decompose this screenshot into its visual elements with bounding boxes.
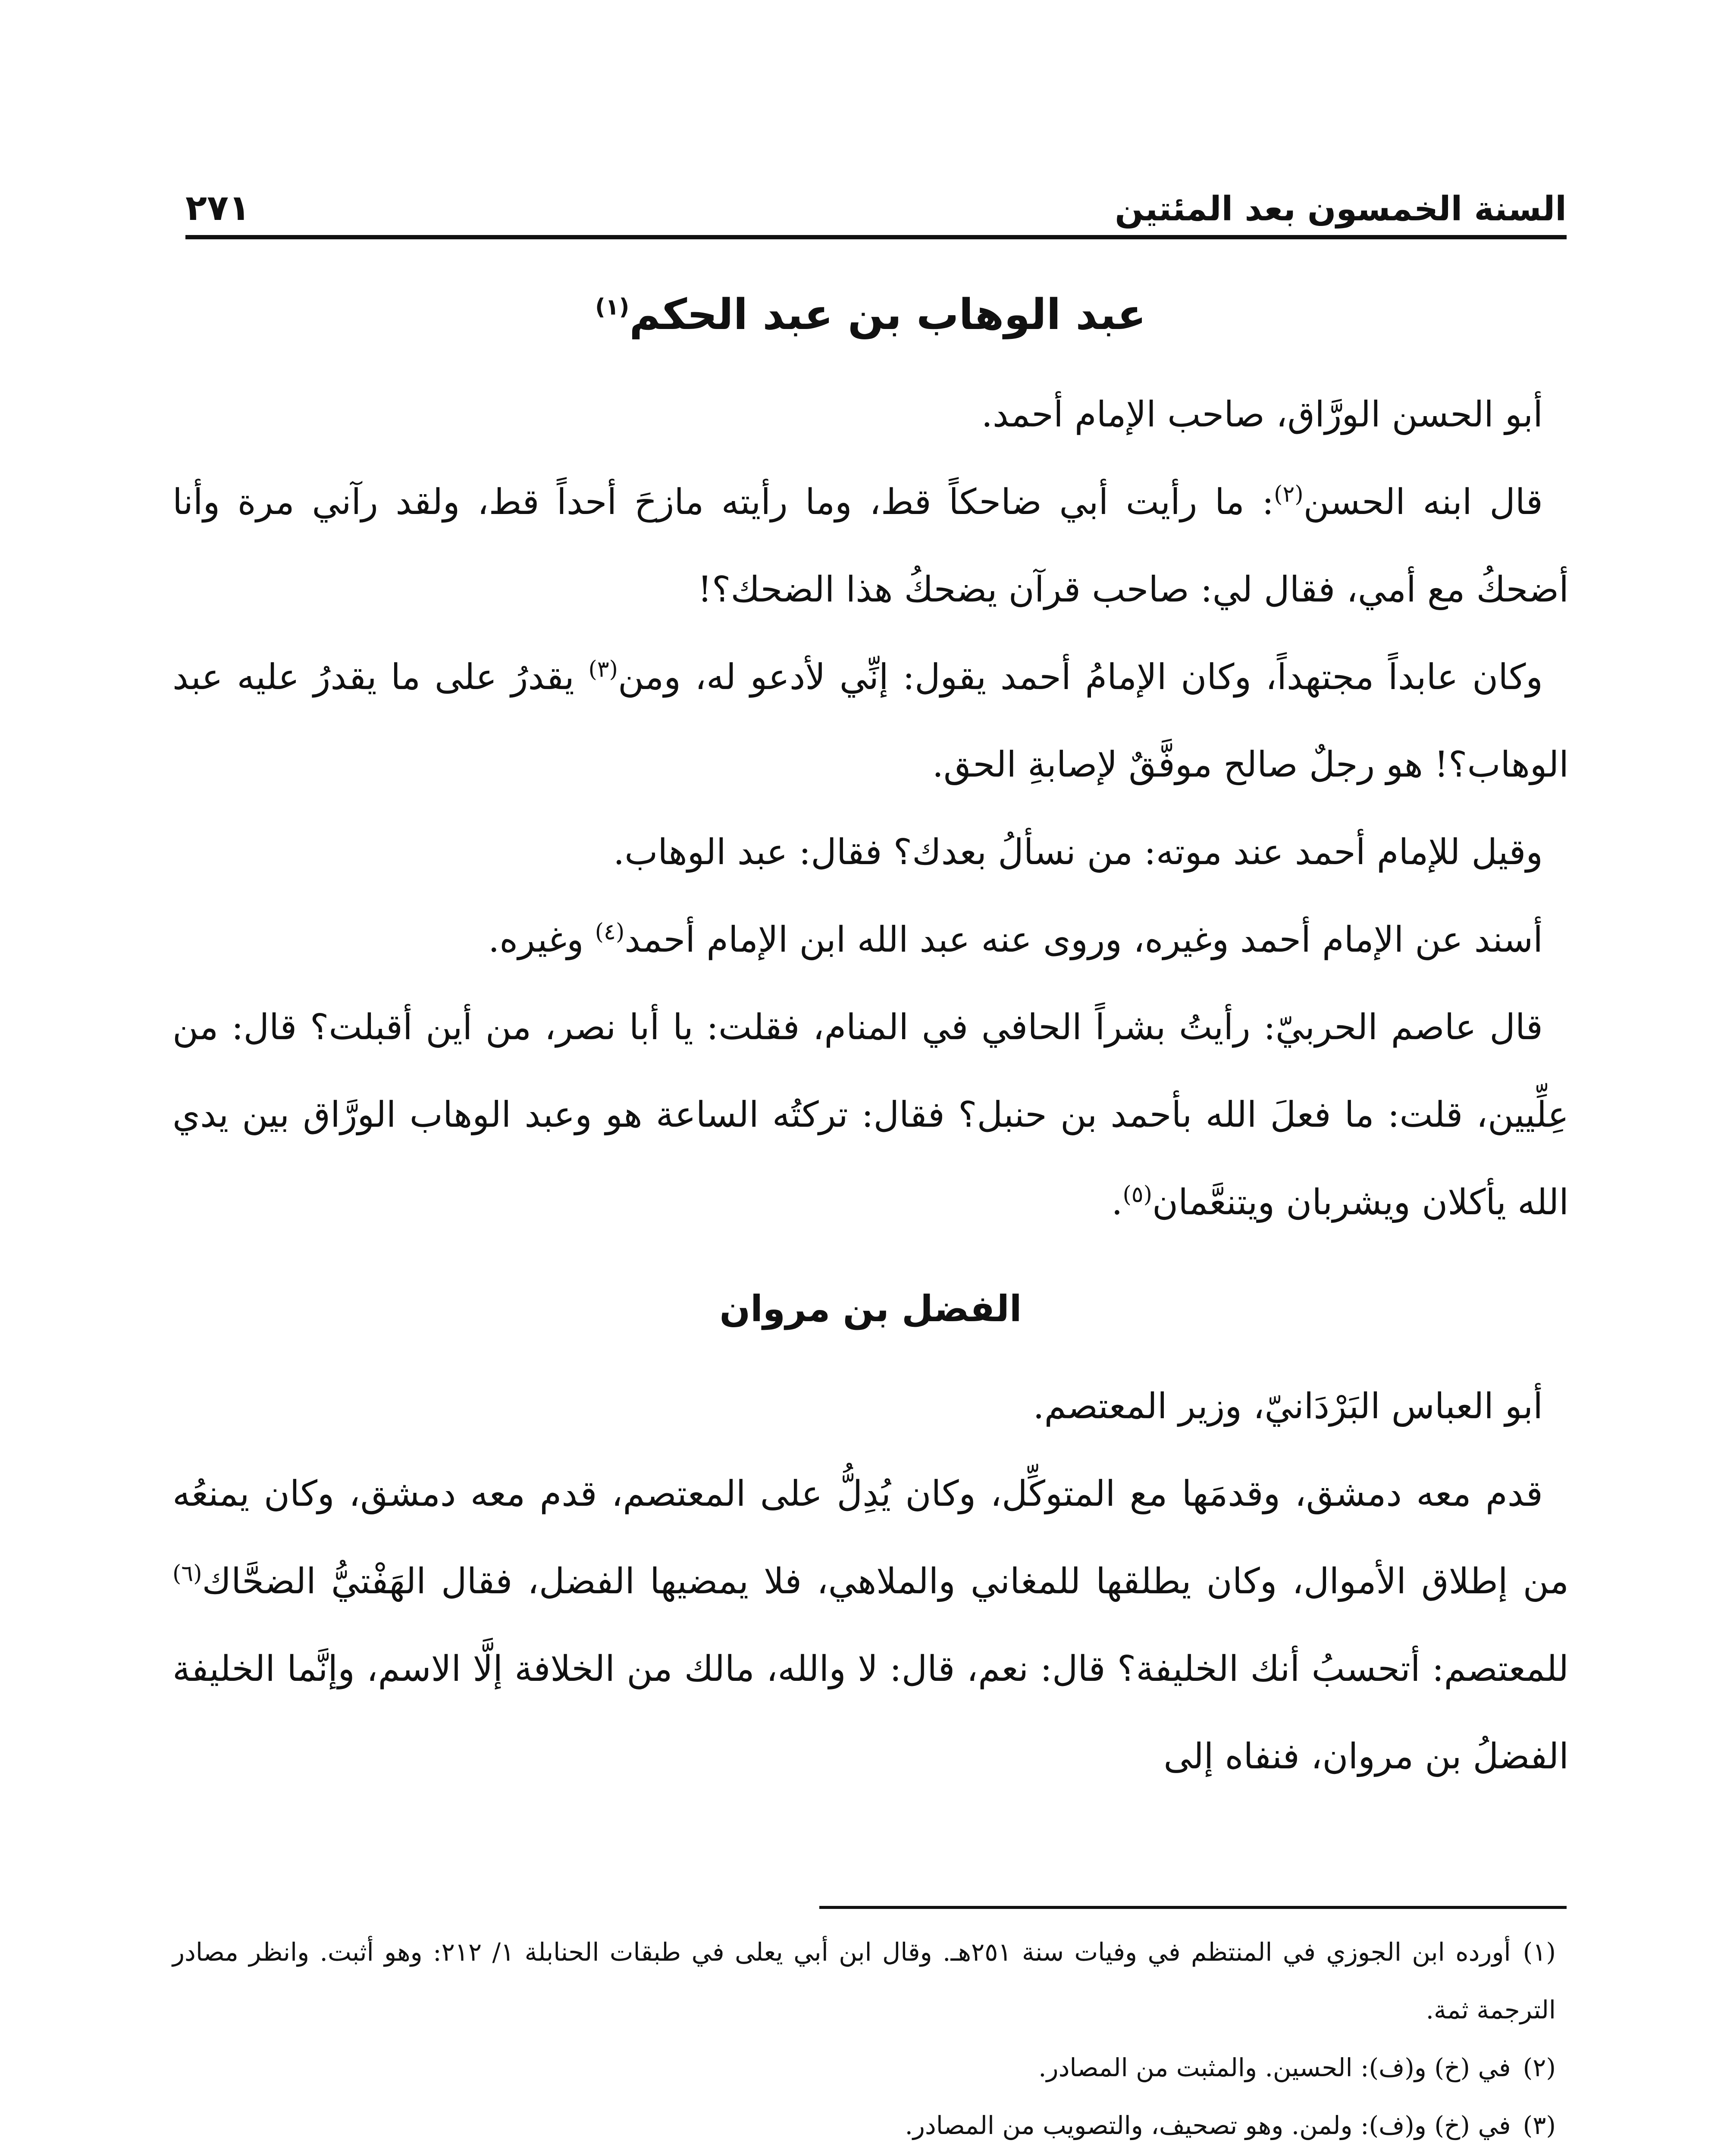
paragraph <box>172 1450 1569 1800</box>
paragraph-text: يقدرُ على ما يقدرُ عليه عبد الوهاب؟! هو رجلٌ صالح موفَّقٌ لإصابةِ الحق. <box>172 657 1569 785</box>
running-head <box>185 164 1567 229</box>
footnote-text: في (خ) و(ف): ولمن. وهو تصحيف، والتصويب من المصادر. <box>905 2111 1511 2140</box>
footnote-ref: (٣) <box>588 656 618 683</box>
footnote <box>172 2096 1569 2154</box>
footnote-ref: (١) <box>595 294 630 320</box>
footnote-text: في (خ) و(ف): الحسين. والمثبت من المصادر. <box>1038 2053 1511 2082</box>
footnote-ref: (٢) <box>1274 481 1304 508</box>
footnote <box>172 2039 1569 2096</box>
footnote-number: (٣) <box>1523 2111 1556 2140</box>
paragraph <box>172 984 1569 1246</box>
paragraph-text: أبو الحسن الورَّاق، صاحب الإمام أحمد. <box>981 394 1543 435</box>
paragraph-text: قال ابنه الحسن <box>1303 482 1543 523</box>
paragraph-text: . <box>1111 1182 1123 1223</box>
paragraph <box>172 1363 1569 1450</box>
header-rule <box>185 235 1567 239</box>
paragraph-text: قدم معه دمشق، وقدمَها مع المتوكِّل، وكان يُدِلُّ على المعتصم، قدم معه دمشق، وكان يمنعُه من إطلاق الأموال، وكان يطلقها للمغاني والملاهي، فلا يمضيها الفضل، فقال الهَفْتيُّ الضحَّاك <box>172 1473 1569 1602</box>
section-heading <box>172 1255 1569 1363</box>
footnote-text: أورده ابن الجوزي في المنتظم في وفيات سنة ٢٥١هـ. وقال ابن أبي يعلى في طبقات الحنابلة ١/ ٢١٢: وهو أثبت. وانظر مصادر الترجمة ثمة. <box>172 1937 1556 2024</box>
section-heading-text: الفضل بن مروان <box>719 1288 1022 1330</box>
paragraph-text: وقيل للإمام أحمد عند موته: من نسألُ بعدك؟ فقال: عبد الوهاب. <box>613 832 1543 873</box>
paragraph <box>172 633 1569 808</box>
paragraph-text: وكان عابداً مجتهداً، وكان الإمامُ أحمد يقول: إنِّي لأدعو له، ومن <box>618 657 1543 698</box>
main-text <box>172 259 1569 1800</box>
paragraph-text: وغيره. <box>488 919 595 960</box>
page-number: ٢٧١ <box>185 188 251 229</box>
footnotes <box>172 1923 1569 2156</box>
running-title: السنة الخمسون بعد المئتين <box>1115 190 1567 229</box>
paragraph-text: : ما رأيت أبي ضاحكاً قط، وما رأيته مازحَ أحداً قط، ولقد رآني مرة وأنا أضحكُ مع أمي، فقال لي: صاحب قرآن يضحكُ هذا الضحك؟! <box>172 482 1569 610</box>
paragraph <box>172 371 1569 458</box>
footnote-number: (١) <box>1523 1937 1556 1967</box>
section-heading-text: عبد الوهاب بن عبد الحكم <box>629 290 1146 339</box>
paragraph <box>172 808 1569 896</box>
paragraph-text: أبو العباس البَرْدَانيّ، وزير المعتصم. <box>1033 1386 1543 1427</box>
footnote-number <box>1523 2154 1556 2156</box>
paragraph <box>172 458 1569 633</box>
paragraph-text: قال عاصم الحربيّ: رأيتُ بشراً الحافي في المنام، فقلت: يا أبا نصر، من أين أقبلت؟ قال: من عِلِّيين، قلت: ما فعلَ الله بأحمد بن حنبل؟ فقال: تركتُه الساعة هو وعبد الوهاب الورَّاق بين يدي الله يأكلان ويشربان ويتنعَّمان <box>172 1007 1569 1223</box>
footnote <box>172 1923 1569 2039</box>
footnote-ref: (٥) <box>1122 1181 1153 1208</box>
paragraph-text: للمعتصم: أتحسبُ أنك الخليفة؟ قال: نعم، قال: لا والله، مالك من الخلافة إلَّا الاسم، وإنَّما الخليفة الفضلُ بن مروان، فنفاه إلى <box>172 1648 1569 1777</box>
footnote-ref: (٦) <box>172 1561 202 1587</box>
section-heading <box>172 259 1569 371</box>
footnote <box>172 2154 1569 2156</box>
paragraph <box>172 896 1569 984</box>
footnote-ref: (٤) <box>595 919 625 945</box>
paragraph-text: أسند عن الإمام أحمد وغيره، وروى عنه عبد الله ابن الإمام أحمد <box>624 919 1543 960</box>
footnote-number: (٢) <box>1523 2053 1556 2082</box>
footnote-separator <box>819 1906 1567 1909</box>
